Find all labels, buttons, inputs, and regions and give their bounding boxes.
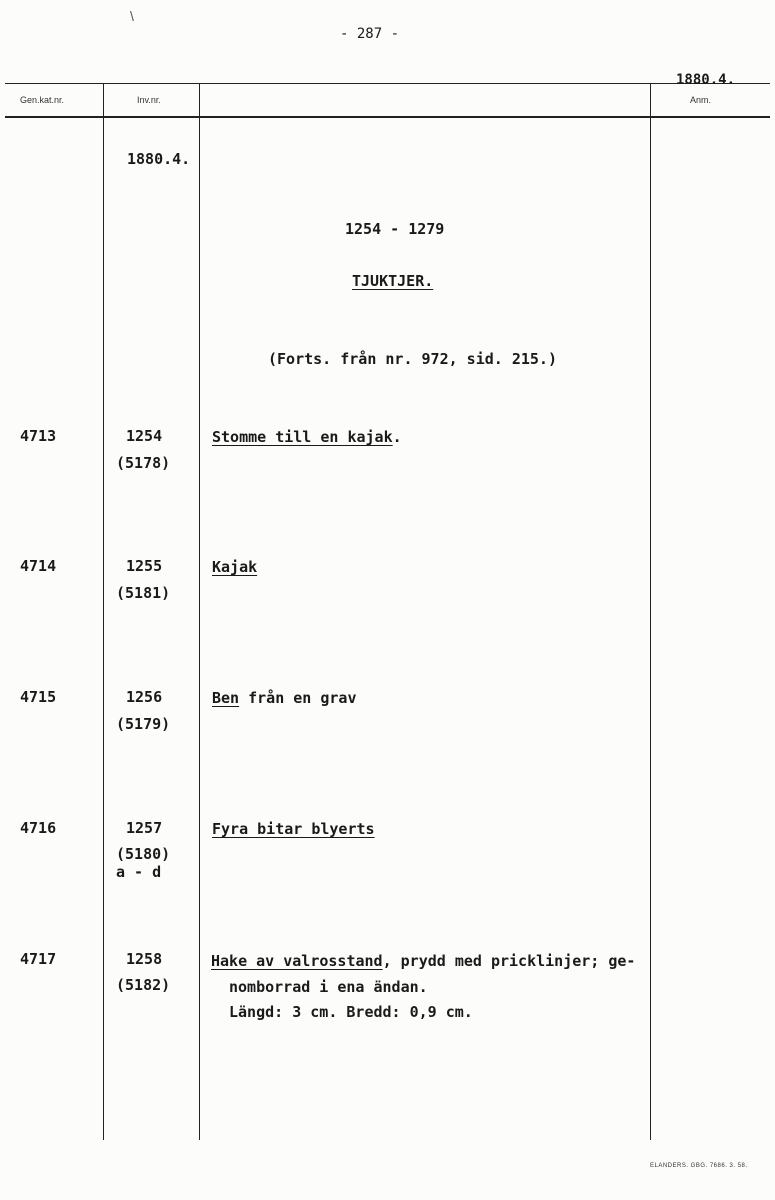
inv-number: 1256	[126, 688, 163, 706]
number-range: 1254 - 1279	[345, 220, 445, 238]
old-number: (5180)	[116, 845, 171, 863]
gen-kat-number: 4714	[20, 557, 57, 575]
old-number: (5182)	[116, 976, 171, 994]
column-header-inv-nr: Inv.nr.	[137, 95, 161, 105]
inv-number: 1255	[126, 557, 163, 575]
entry-title-rest: .	[392, 428, 402, 446]
inv-number: 1258	[126, 950, 163, 968]
entry-title: Hake av valrosstand	[211, 952, 383, 970]
gen-kat-number: 4717	[20, 950, 57, 968]
entry-description	[212, 685, 357, 711]
column-divider-3	[650, 83, 651, 1140]
entry-description-line-2: nomborrad i ena ändan.	[229, 978, 428, 996]
column-header-anm: Anm.	[690, 95, 712, 105]
old-number: (5179)	[116, 715, 171, 733]
entry-description	[212, 554, 257, 580]
inv-number: 1257	[126, 819, 163, 837]
entry-title-rest: , prydd med pricklinjer; ge-	[382, 952, 636, 970]
entry-measurements: Längd: 3 cm. Bredd: 0,9 cm.	[229, 1003, 473, 1021]
inv-number: 1254	[126, 427, 163, 445]
gen-kat-number: 4713	[20, 427, 57, 445]
sub-items: a - d	[116, 863, 162, 881]
column-divider-2	[199, 83, 200, 1140]
header-year: 1880.4.	[676, 72, 736, 88]
printer-footer: ELANDERS. GBG. 7686. 3. 58.	[650, 1163, 748, 1169]
continued-note: (Forts. från nr. 972, sid. 215.)	[268, 350, 557, 368]
entry-title: Fyra bitar blyerts	[212, 820, 375, 838]
entry-title-rest: från en grav	[239, 689, 357, 707]
old-number: (5178)	[116, 454, 171, 472]
column-divider-1	[103, 83, 104, 1140]
corner-mark: \	[130, 8, 134, 24]
entry-description	[212, 816, 375, 842]
header-bottom-rule	[5, 116, 770, 118]
entry-title: Ben	[212, 689, 240, 707]
page-number: - 287 -	[340, 26, 400, 42]
entry-description	[211, 948, 635, 974]
section-title: TJUKTJER.	[352, 272, 434, 290]
entry-title: Stomme till en kajak	[212, 428, 393, 446]
gen-kat-number: 4716	[20, 819, 57, 837]
column-header-gen-kat-nr: Gen.kat.nr.	[20, 95, 65, 105]
gen-kat-number: 4715	[20, 688, 57, 706]
entry-description	[212, 424, 402, 450]
header-top-rule	[5, 83, 770, 84]
year-label: 1880.4.	[127, 150, 191, 168]
old-number: (5181)	[116, 584, 171, 602]
entry-title: Kajak	[212, 558, 258, 576]
